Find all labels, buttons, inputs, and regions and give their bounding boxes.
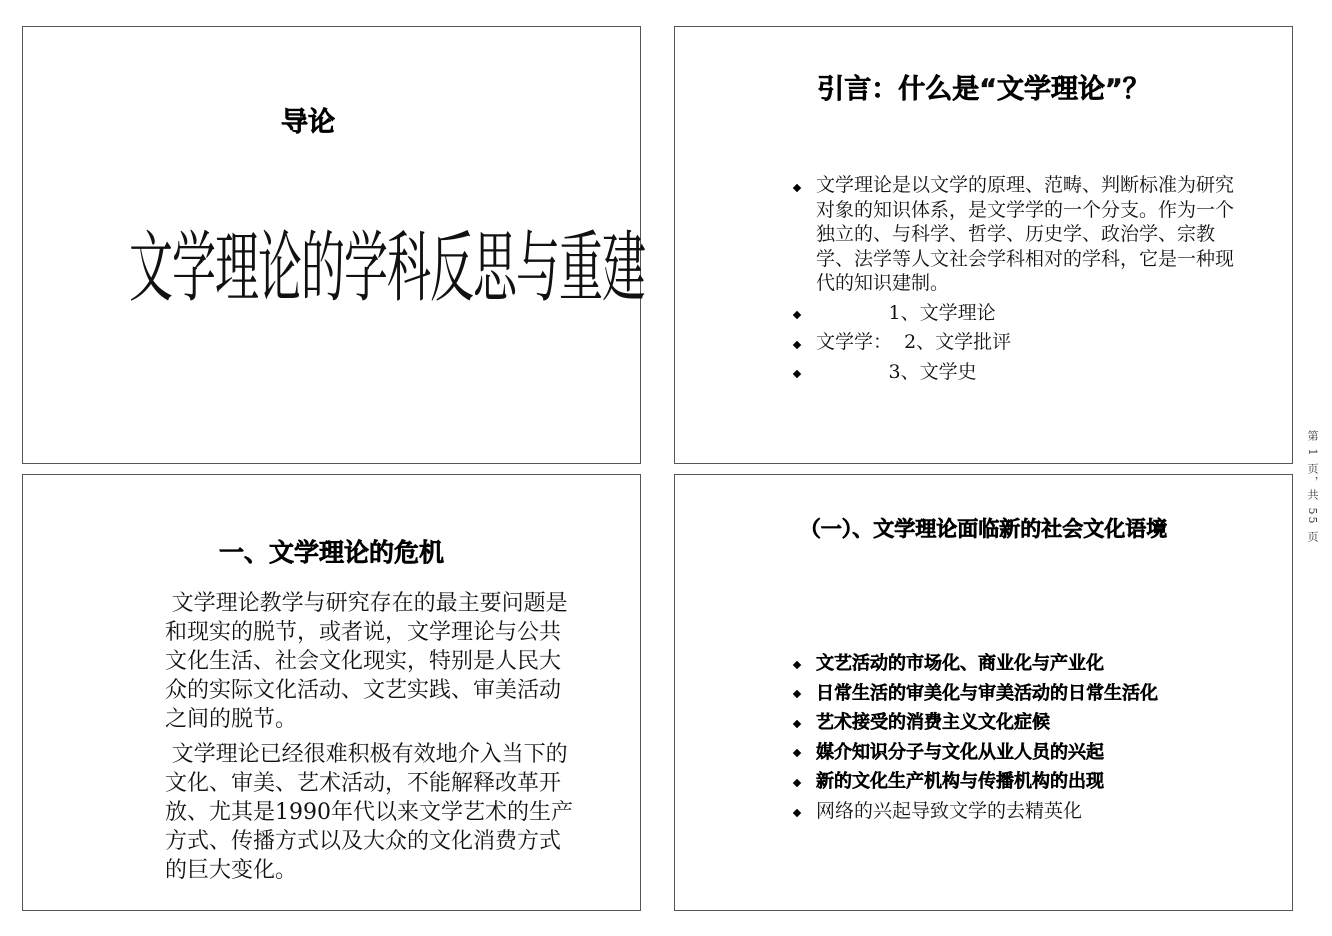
slide-1	[22, 26, 645, 464]
list-item: 艺术接受的消费主义文化症候	[794, 708, 1274, 738]
bullet-list	[794, 173, 1234, 389]
slide-title: 一、文学理论的危机	[218, 538, 444, 567]
slide-subtitle: 导论	[281, 107, 335, 138]
list-item: 媒介知识分子与文化从业人员的兴起	[794, 738, 1274, 768]
list-item: 文学理论是以文学的原理、范畴、判断标准为研究对象的知识体系，是文学学的一个分支。作为一个独立的、与科学、哲学、历史学、政治学、宗教学、法学等人文社会学科相对的学科，它是一种现代的知识建制。	[794, 173, 1234, 296]
list-item: 日常生活的审美化与审美活动的日常生活化	[794, 679, 1274, 709]
diamond-bullet-icon	[793, 719, 801, 727]
diamond-bullet-icon	[793, 660, 801, 668]
list-item: 3、文学史	[794, 360, 1234, 385]
diamond-bullet-icon	[793, 778, 801, 786]
slide-2	[674, 26, 1293, 464]
diamond-bullet-icon	[793, 749, 801, 757]
diamond-bullet-icon	[793, 809, 801, 817]
diamond-bullet-icon	[793, 370, 801, 378]
diamond-bullet-icon	[793, 311, 801, 319]
page-number: 第 1 页，共 55 页	[1306, 430, 1319, 544]
bullet-list	[794, 649, 1274, 826]
slide-title: （一）、文学理论面临新的社会文化语境	[799, 517, 1168, 541]
list-item: 1、文学理论	[794, 301, 1234, 326]
slide-4	[674, 474, 1293, 911]
paragraph: 文学理论已经很难积极有效地介入当下的文化、审美、艺术活动，不能解释改革开放、尤其是1990年代以来文学艺术的生产方式、传播方式以及大众的文化消费方式的巨大变化。	[165, 742, 573, 883]
paragraph: 文学理论教学与研究存在的最主要问题是和现实的脱节，或者说，文学理论与公共文化生活、社会文化现实，特别是人民大众的实际文化活动、文艺实践、审美活动之间的脱节。	[165, 591, 568, 732]
diamond-bullet-icon	[793, 341, 801, 349]
diamond-bullet-icon	[793, 184, 801, 192]
slide-body	[165, 589, 575, 891]
list-item: 文艺活动的市场化、商业化与产业化	[794, 649, 1274, 679]
slide-3	[22, 474, 641, 911]
list-item: 新的文化生产机构与传播机构的出现	[794, 767, 1274, 797]
slide-title: 引言：什么是“文学理论”？	[817, 74, 1150, 105]
slide-title: 文学理论的学科反思与重建	[129, 224, 645, 314]
list-item: 网络的兴起导致文学的去精英化	[794, 797, 1274, 827]
list-item: 文学学： 2、文学批评	[794, 330, 1234, 355]
diamond-bullet-icon	[793, 690, 801, 698]
